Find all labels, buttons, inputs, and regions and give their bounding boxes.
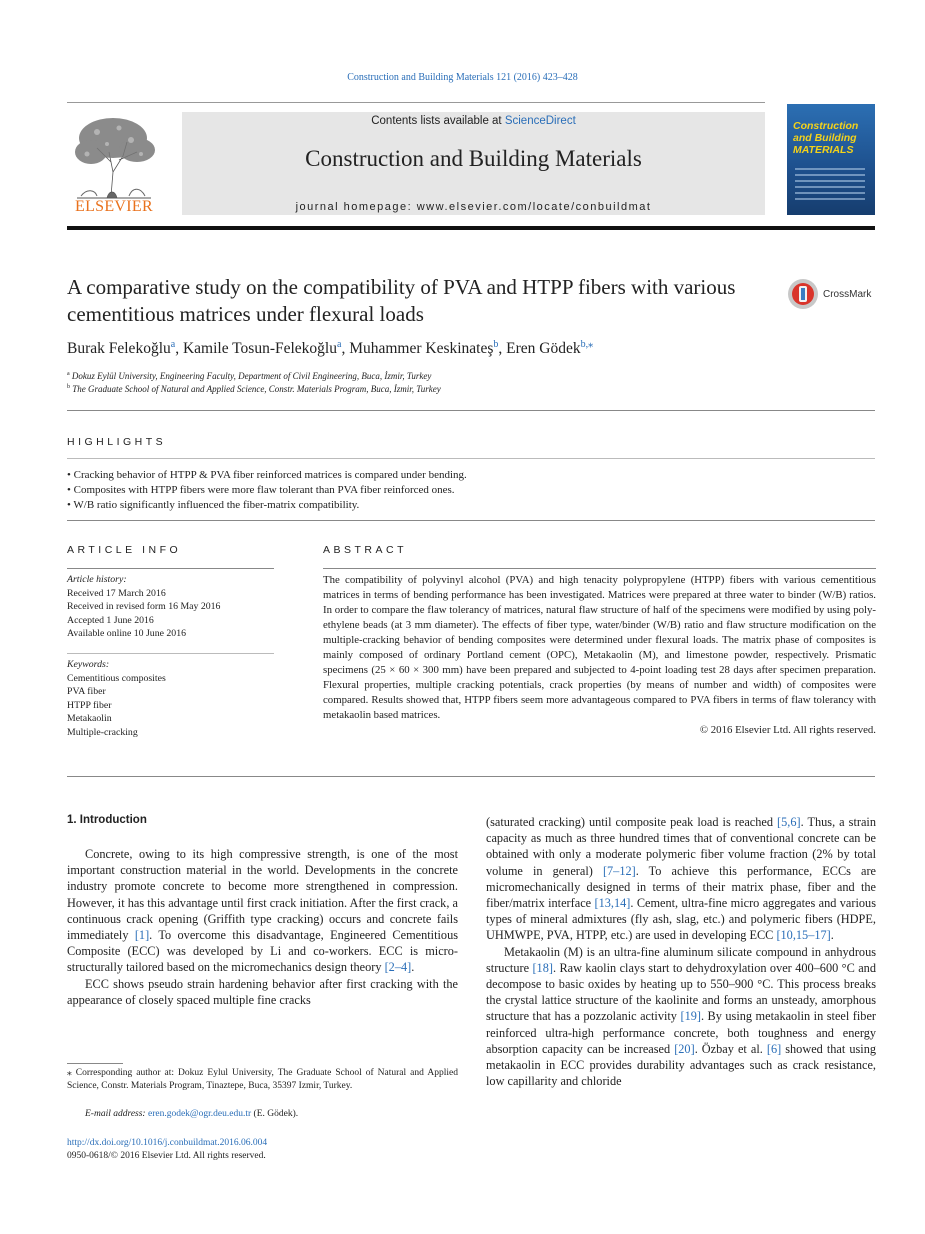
citation-link[interactable]: [7–12]: [602, 863, 636, 878]
text: showed that using metakaolin in ECC provides durability advantages such as crack resistance, low capillarity and chloride: [486, 1041, 876, 1089]
citation-link[interactable]: [2–4]: [384, 960, 412, 975]
affiliation-mark: b: [67, 384, 70, 390]
text: . Thus, a strain capacity as much as three hundred times that of conventional concrete can be obtained with only a moderate polymeric fiber volume fraction (2% by total volume in general): [486, 815, 876, 878]
text: .: [830, 928, 834, 943]
text: Concrete, owing to its high compressive strength, is one of the most important construction material in the world. Developments in the concrete industry promote concrete to become more strengthened in compression. However, it has this advantage until first crack initiation. After the first crack, a continuous crack opening (Griffith type cracking) occurs and concrete fails immediately: [67, 847, 458, 943]
doi-text[interactable]: http://dx.doi.org/10.1016/j.conbuildmat.2016.06.004: [67, 1138, 268, 1148]
affiliation-mark: a: [67, 371, 70, 377]
citation-link[interactable]: [19]: [680, 1009, 701, 1024]
text: . Cement, ultra-fine micro aggregates and various types of mineral admixtures (fly ash, slag, etc.) and polymeric fibers (HDPE, UHMWPE, PVA, HTPP, etc.) are used in developing ECC: [486, 896, 876, 943]
paragraph: [67, 846, 458, 976]
journal-homepage[interactable]: journal homepage: www.elsevier.com/locate/conbuildmat: [295, 201, 652, 213]
history-item: Available online 10 June 2016: [67, 628, 186, 639]
author-name[interactable]: Kamile Tosun-Felekoğlu: [182, 340, 337, 358]
highlight-text: W/B ratio significantly influenced the fiber-matrix compatibility.: [73, 499, 360, 511]
abstract-heading: ABSTRACT: [323, 544, 408, 556]
publisher-name: ELSEVIER: [75, 198, 153, 215]
crossmark-label[interactable]: CrossMark: [823, 289, 872, 300]
text: . To overcome this disadvantage, Engineered Cementitious Composite (ECC) was developed by Li and co-workers. ECC is micro-structurally tailored based on the micromechanics design theory: [67, 928, 458, 975]
highlight-text: Composites with HTPP fibers were more flaw tolerant than PVA fiber reinforced ones.: [73, 484, 455, 496]
history-item: Received 17 March 2016: [67, 587, 166, 599]
affiliation-text: The Graduate School of Natural and Applied Science, Constr. Materials Program, Buca, İzmir, Turkey: [72, 384, 441, 394]
divider: [67, 653, 274, 654]
email-suffix: (E. Gödek).: [251, 1109, 299, 1119]
email-link[interactable]: eren.godek@ogr.deu.edu.tr: [147, 1109, 252, 1119]
doi-link[interactable]: [67, 1137, 267, 1150]
author-affiliation-mark[interactable]: a: [337, 339, 342, 350]
text: (saturated cracking) until composite peak load is reached: [486, 815, 778, 829]
author-name[interactable]: Burak Felekoğlu: [67, 340, 171, 358]
cover-decoration: [795, 168, 865, 204]
contents-line: [182, 115, 765, 127]
header-bottom-rule: [67, 226, 875, 230]
highlight-text: Cracking behavior of HTPP & PVA fiber reinforced matrices is compared under bending.: [73, 469, 467, 481]
divider: [67, 568, 274, 569]
author-separator: ,: [498, 340, 507, 358]
divider: [67, 520, 875, 521]
email-note: [67, 1108, 476, 1121]
article-history: [67, 573, 277, 641]
text: .: [411, 960, 415, 975]
citation-link[interactable]: [20]: [674, 1041, 695, 1056]
citation-link[interactable]: [13,14]: [594, 896, 631, 911]
history-item: Accepted 1 June 2016: [67, 614, 154, 626]
author-separator: ,: [175, 340, 183, 358]
author-affiliation-mark[interactable]: b: [493, 339, 499, 350]
affiliation-text: Dokuz Eylül University, Engineering Faculty, Department of Civil Engineering, Buca, İzmir, Turkey: [71, 371, 432, 381]
text: . Raw kaolin clays start to dehydroxylation over 400–600 °C and decompose to basic oxides by heating up to 550–900 °C. This process breaks the crystal lattice structure of the kaolinite and forms an unsteady, amorphous structure that has a pozzolanic activity: [486, 960, 876, 1024]
keyword: PVA fiber: [67, 686, 106, 697]
keywords: [67, 658, 277, 739]
divider: [323, 568, 876, 569]
journal-cover-image[interactable]: [787, 104, 875, 215]
divider: [67, 458, 875, 459]
contents-prefix: Contents lists available at: [371, 115, 505, 127]
author-name[interactable]: Eren Gödek: [506, 340, 581, 358]
intro-left-column: [67, 846, 458, 1008]
divider: [67, 776, 875, 777]
article-info-heading: ARTICLE INFO: [67, 544, 182, 556]
citation-link[interactable]: [18]: [532, 960, 553, 975]
keyword: HTPP fiber: [67, 699, 112, 711]
issn-copyright: 0950-0618/© 2016 Elsevier Ltd. All rights reserved.: [67, 1151, 266, 1161]
footnote-rule: [67, 1063, 123, 1064]
author-affiliation-mark[interactable]: a: [170, 339, 176, 350]
author-affiliation-mark[interactable]: b,⁎: [580, 339, 594, 350]
history-label: Article history:: [67, 574, 127, 585]
divider: [67, 410, 875, 411]
text: Metakaolin (M) is an ultra-fine aluminum silicate compound in anhydrous structure: [486, 944, 876, 975]
article-title: A comparative study on the compatibility of PVA and HTPP fibers with various cementitious matrices under flexural loads: [67, 275, 736, 326]
highlight-item: • Cracking behavior of HTPP & PVA fiber reinforced matrices is compared under bending.: [67, 469, 467, 481]
journal-masthead: [182, 112, 765, 215]
text: . To achieve this performance, ECCs are micromechanically designed in terms of their matrix phase, fiber and the fiber/matrix interface: [486, 863, 877, 911]
text: . By using metakaolin in steel fiber reinforced ultra-high performance concrete, both toughness and energy absorption capacity can be increased: [486, 1009, 876, 1056]
cover-title: Construction and Building MATERIALS: [793, 120, 859, 156]
highlights-heading: HIGHLIGHTS: [67, 436, 167, 448]
abstract-copyright: © 2016 Elsevier Ltd. All rights reserved.: [699, 724, 876, 736]
affiliation-a: [67, 371, 875, 381]
sciencedirect-link[interactable]: ScienceDirect: [504, 115, 576, 127]
citation-link[interactable]: [5,6]: [777, 815, 801, 829]
affiliation-b: [67, 384, 875, 394]
author-list: [67, 339, 875, 358]
journal-reference[interactable]: Construction and Building Materials 121 (2016) 423–428: [347, 72, 578, 83]
keyword: Metakaolin: [67, 713, 112, 724]
keywords-label: Keywords:: [67, 659, 110, 670]
paragraph: [486, 944, 876, 1090]
keyword: Multiple-cracking: [67, 726, 138, 738]
corresponding-author-note: ⁎ Corresponding author at: Dokuz Eylul University, The Graduate School of Natural and Applied Science, Constr. Materials Program, Tinaztepe, Buca, 35397 Izmir, Turkey.: [67, 1068, 458, 1091]
author-separator: ,: [341, 340, 350, 358]
citation-link[interactable]: [10,15–17]: [776, 928, 831, 943]
journal-title: Construction and Building Materials: [305, 146, 642, 171]
citation-link[interactable]: [6]: [766, 1041, 782, 1056]
paragraph: ECC shows pseudo strain hardening behavior after first cracking with the appearance of closely spaced multiple fine cracks: [67, 976, 458, 1007]
author-name[interactable]: Muhammer Keskinateş: [349, 340, 494, 358]
header-top-rule: [67, 102, 765, 103]
highlight-item: • Composites with HTPP fibers were more flaw tolerant than PVA fiber reinforced ones.: [67, 484, 455, 496]
abstract-text: The compatibility of polyvinyl alcohol (PVA) and high tenacity polypropylene (HTPP) fibers with various cementitious matrices in terms of bending performance has been investigated. Matrices were prepared at three water to binder (W/B) ratios. In order to compare the flaw tolerancy of matrices, natural flaw structure of half of the specimens were modified by using poly-ethylene beads (at 3 mm diameter). The effects of fiber type, water/binder (W/B) ratio and flaw structure modification on the multiple-cracking behavior of bending composites were determined under flexural loads. The matrix phase of composites is mainly composed of ordinary Portland cement (OPC), Metakaolin (M), and limestone powder, respectively. Prismatic specimens (25 × 60 × 300 mm) have been prepared and subjected to 4-point loading test 28 days after specimen preparation. Flexural properties, multiple cracking potentials, crack properties (by means of number and width) of composites were compared. Results showed that, HTPP fibers seem more advantageous compared to PVA fibers in terms of flaw tolerancy with metakaolin based matrices.: [323, 574, 876, 721]
citation-link[interactable]: [1]: [134, 928, 150, 943]
abstract-body: [323, 573, 876, 738]
paragraph: [486, 814, 876, 944]
highlight-item: • W/B ratio significantly influenced the fiber-matrix compatibility.: [67, 499, 360, 511]
section-heading: 1. Introduction: [67, 814, 147, 826]
text: . Özbay et al.: [694, 1041, 767, 1056]
intro-right-column: [486, 814, 876, 1089]
email-label: E-mail address:: [85, 1109, 148, 1119]
keyword: Cementitious composites: [67, 672, 166, 684]
history-item: Received in revised form 16 May 2016: [67, 601, 221, 612]
